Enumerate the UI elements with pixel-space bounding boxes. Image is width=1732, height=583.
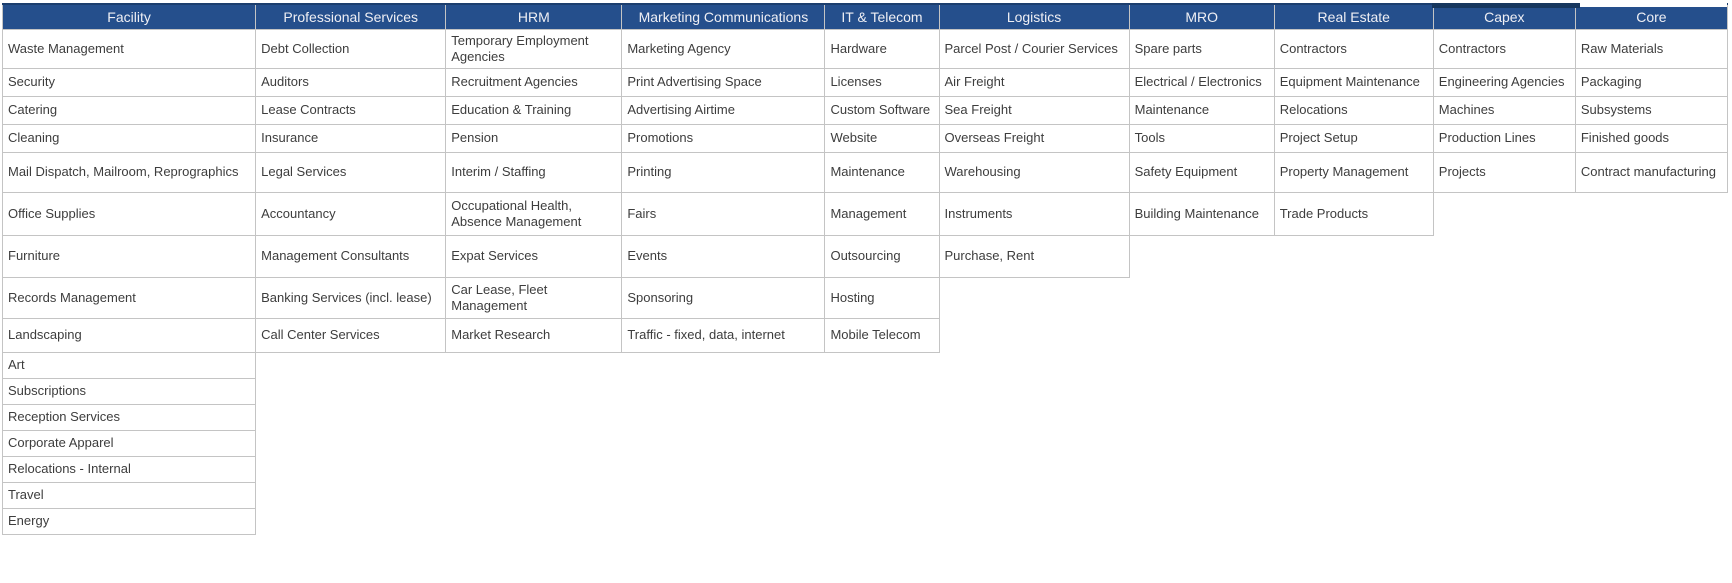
category-cell: Raw Materials (1575, 29, 1727, 69)
column-header-capex: Capex (1433, 4, 1575, 29)
empty-cell (825, 353, 939, 379)
empty-cell (1433, 405, 1575, 431)
category-cell: Equipment Maintenance (1274, 69, 1433, 97)
column-header-core: Core (1575, 4, 1727, 29)
table-row (3, 353, 1728, 379)
category-cell: Print Advertising Space (622, 69, 825, 97)
empty-cell (1433, 278, 1575, 319)
category-cell: Sponsoring (622, 278, 825, 319)
category-cell: Call Center Services (256, 319, 446, 353)
category-cell: Projects (1433, 153, 1575, 193)
table-row (3, 193, 1728, 236)
category-cell: Finished goods (1575, 125, 1727, 153)
empty-cell (1575, 379, 1727, 405)
empty-cell (622, 379, 825, 405)
category-cell: Property Management (1274, 153, 1433, 193)
category-cell: Printing (622, 153, 825, 193)
category-cell: Mail Dispatch, Mailroom, Reprographics (3, 153, 256, 193)
category-cell: Furniture (3, 236, 256, 278)
empty-cell (825, 509, 939, 535)
category-cell: Education & Training (446, 97, 622, 125)
category-cell: Machines (1433, 97, 1575, 125)
category-cell: Relocations (1274, 97, 1433, 125)
category-cell: Overseas Freight (939, 125, 1129, 153)
category-cell: Tools (1129, 125, 1274, 153)
category-cell: Trade Products (1274, 193, 1433, 236)
column-header-it-telecom: IT & Telecom (825, 4, 939, 29)
category-cell: Management Consultants (256, 236, 446, 278)
empty-cell (256, 353, 446, 379)
column-header-professional-services: Professional Services (256, 4, 446, 29)
empty-cell (622, 405, 825, 431)
category-cell: Advertising Airtime (622, 97, 825, 125)
category-cell: Reception Services (3, 405, 256, 431)
core-header-top-notch (1580, 3, 1727, 7)
empty-cell (1129, 457, 1274, 483)
category-cell: Office Supplies (3, 193, 256, 236)
empty-cell (1575, 193, 1727, 236)
empty-cell (622, 431, 825, 457)
empty-cell (1274, 379, 1433, 405)
empty-cell (825, 431, 939, 457)
category-cell: Travel (3, 483, 256, 509)
empty-cell (256, 457, 446, 483)
empty-cell (1274, 483, 1433, 509)
category-cell: Landscaping (3, 319, 256, 353)
category-cell: Art (3, 353, 256, 379)
category-cell: Hardware (825, 29, 939, 69)
empty-cell (622, 483, 825, 509)
category-cell: Website (825, 125, 939, 153)
table-row (3, 125, 1728, 153)
category-cell: Energy (3, 509, 256, 535)
category-cell: Management (825, 193, 939, 236)
capex-header-top-strip (1432, 3, 1580, 8)
empty-cell (1129, 353, 1274, 379)
category-cell: Records Management (3, 278, 256, 319)
empty-cell (256, 431, 446, 457)
empty-cell (939, 319, 1129, 353)
category-cell: Fairs (622, 193, 825, 236)
empty-cell (446, 379, 622, 405)
category-cell: Electrical / Electronics (1129, 69, 1274, 97)
empty-cell (256, 483, 446, 509)
column-header-logistics: Logistics (939, 4, 1129, 29)
category-cell: Hosting (825, 278, 939, 319)
category-cell: Insurance (256, 125, 446, 153)
category-cell: Security (3, 69, 256, 97)
table-row (3, 509, 1728, 535)
empty-cell (1433, 379, 1575, 405)
empty-cell (939, 278, 1129, 319)
empty-cell (622, 353, 825, 379)
category-cell: Marketing Agency (622, 29, 825, 69)
table-row (3, 29, 1728, 69)
category-cell: Pension (446, 125, 622, 153)
category-cell: Contractors (1433, 29, 1575, 69)
empty-cell (1433, 431, 1575, 457)
table-row (3, 278, 1728, 319)
category-cell: Market Research (446, 319, 622, 353)
column-header-mro: MRO (1129, 4, 1274, 29)
category-cell: Traffic - fixed, data, internet (622, 319, 825, 353)
category-cell: Temporary Employment Agencies (446, 29, 622, 69)
category-cell: Expat Services (446, 236, 622, 278)
empty-cell (622, 457, 825, 483)
empty-cell (939, 483, 1129, 509)
category-cell: Lease Contracts (256, 97, 446, 125)
table-row (3, 483, 1728, 509)
table-row (3, 457, 1728, 483)
empty-cell (825, 483, 939, 509)
empty-cell (1274, 457, 1433, 483)
empty-cell (1575, 319, 1727, 353)
category-cell: Recruitment Agencies (446, 69, 622, 97)
empty-cell (939, 457, 1129, 483)
category-cell: Purchase, Rent (939, 236, 1129, 278)
empty-cell (1433, 353, 1575, 379)
category-cell: Parcel Post / Courier Services (939, 29, 1129, 69)
category-cell: Sea Freight (939, 97, 1129, 125)
category-table (2, 3, 1728, 535)
table-row (3, 431, 1728, 457)
empty-cell (1274, 509, 1433, 535)
category-cell: Packaging (1575, 69, 1727, 97)
category-cell: Corporate Apparel (3, 431, 256, 457)
column-header-marketing-communications: Marketing Communications (622, 4, 825, 29)
category-cell: Maintenance (1129, 97, 1274, 125)
empty-cell (1575, 457, 1727, 483)
empty-cell (256, 509, 446, 535)
category-cell: Banking Services (incl. lease) (256, 278, 446, 319)
category-cell: Spare parts (1129, 29, 1274, 69)
empty-cell (446, 431, 622, 457)
table-row (3, 153, 1728, 193)
category-cell: Subscriptions (3, 379, 256, 405)
empty-cell (825, 405, 939, 431)
category-cell: Auditors (256, 69, 446, 97)
category-cell: Relocations - Internal (3, 457, 256, 483)
empty-cell (1433, 319, 1575, 353)
empty-cell (939, 431, 1129, 457)
empty-cell (1274, 405, 1433, 431)
empty-cell (1433, 509, 1575, 535)
empty-cell (1575, 236, 1727, 278)
empty-cell (1129, 431, 1274, 457)
table-row (3, 379, 1728, 405)
category-cell: Legal Services (256, 153, 446, 193)
empty-cell (1274, 278, 1433, 319)
empty-cell (446, 483, 622, 509)
category-cell: Contractors (1274, 29, 1433, 69)
empty-cell (256, 379, 446, 405)
empty-cell (1129, 319, 1274, 353)
empty-cell (939, 405, 1129, 431)
category-cell: Air Freight (939, 69, 1129, 97)
category-cell: Occupational Health, Absence Management (446, 193, 622, 236)
column-header-hrm: HRM (446, 4, 622, 29)
empty-cell (622, 509, 825, 535)
category-cell: Interim / Staffing (446, 153, 622, 193)
category-cell: Maintenance (825, 153, 939, 193)
empty-cell (1433, 236, 1575, 278)
category-cell: Subsystems (1575, 97, 1727, 125)
empty-cell (825, 379, 939, 405)
empty-cell (1575, 431, 1727, 457)
category-cell: Contract manufacturing (1575, 153, 1727, 193)
empty-cell (446, 353, 622, 379)
empty-cell (939, 509, 1129, 535)
empty-cell (1433, 457, 1575, 483)
empty-cell (939, 353, 1129, 379)
empty-cell (1274, 353, 1433, 379)
empty-cell (1433, 483, 1575, 509)
category-cell: Production Lines (1433, 125, 1575, 153)
category-cell: Mobile Telecom (825, 319, 939, 353)
category-cell: Events (622, 236, 825, 278)
category-cell: Engineering Agencies (1433, 69, 1575, 97)
column-header-real-estate: Real Estate (1274, 4, 1433, 29)
category-cell: Instruments (939, 193, 1129, 236)
column-header-facility: Facility (3, 4, 256, 29)
empty-cell (446, 457, 622, 483)
empty-cell (825, 457, 939, 483)
empty-cell (446, 405, 622, 431)
table-row (3, 319, 1728, 353)
empty-cell (1274, 319, 1433, 353)
category-cell: Custom Software (825, 97, 939, 125)
empty-cell (1274, 236, 1433, 278)
empty-cell (1575, 278, 1727, 319)
empty-cell (1129, 509, 1274, 535)
empty-cell (1129, 483, 1274, 509)
category-cell: Project Setup (1274, 125, 1433, 153)
empty-cell (1129, 278, 1274, 319)
category-cell: Outsourcing (825, 236, 939, 278)
category-cell: Licenses (825, 69, 939, 97)
category-cell: Waste Management (3, 29, 256, 69)
category-cell: Cleaning (3, 125, 256, 153)
table-row (3, 97, 1728, 125)
empty-cell (1129, 405, 1274, 431)
empty-cell (1433, 193, 1575, 236)
category-table-body (3, 29, 1728, 535)
empty-cell (256, 405, 446, 431)
category-cell: Debt Collection (256, 29, 446, 69)
empty-cell (1575, 405, 1727, 431)
table-row (3, 236, 1728, 278)
category-cell: Promotions (622, 125, 825, 153)
category-cell: Car Lease, Fleet Management (446, 278, 622, 319)
category-cell: Catering (3, 97, 256, 125)
empty-cell (1575, 483, 1727, 509)
empty-cell (446, 509, 622, 535)
table-row (3, 69, 1728, 97)
category-cell: Warehousing (939, 153, 1129, 193)
table-row (3, 405, 1728, 431)
empty-cell (1129, 236, 1274, 278)
empty-cell (939, 379, 1129, 405)
category-cell: Safety Equipment (1129, 153, 1274, 193)
empty-cell (1129, 379, 1274, 405)
empty-cell (1274, 431, 1433, 457)
empty-cell (1575, 509, 1727, 535)
category-cell: Accountancy (256, 193, 446, 236)
category-cell: Building Maintenance (1129, 193, 1274, 236)
empty-cell (1575, 353, 1727, 379)
